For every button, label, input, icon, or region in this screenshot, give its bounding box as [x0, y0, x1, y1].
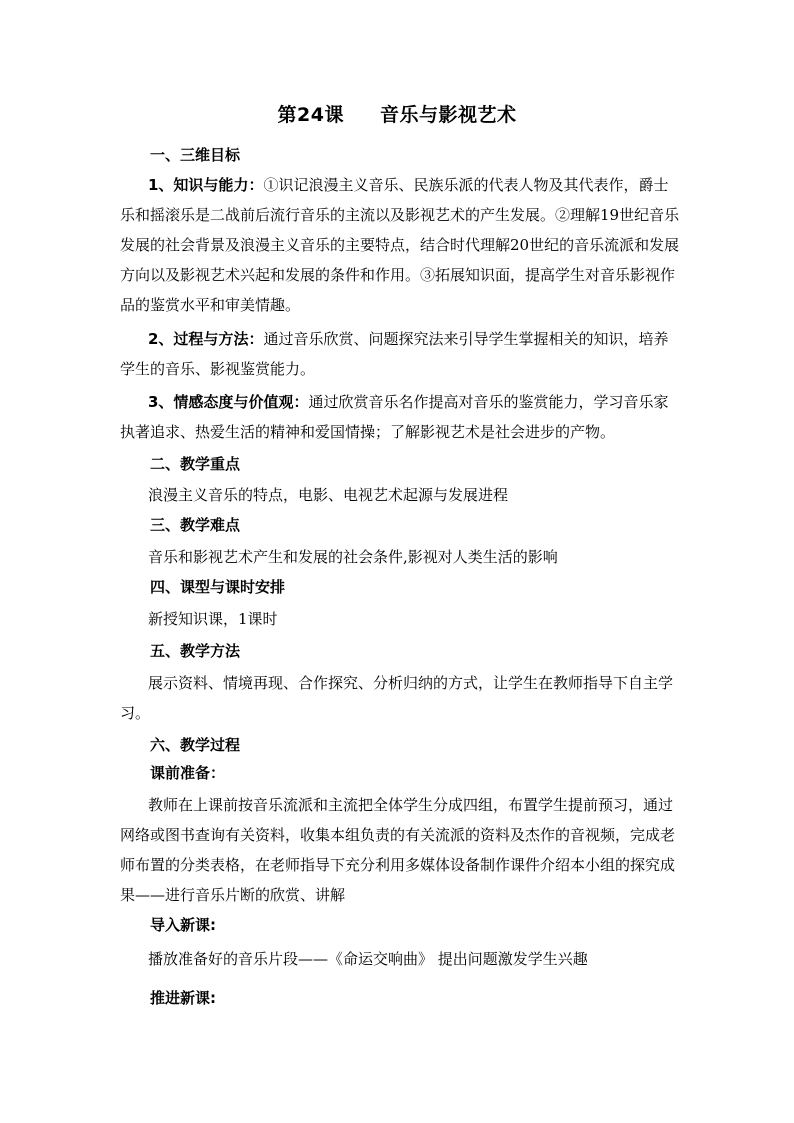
objective-knowledge-label: 1、知识与能力：: [148, 176, 264, 194]
advance-heading: 推进新课:: [150, 989, 216, 1007]
objective-attitude: [120, 387, 680, 447]
lesson-number: 第24课: [277, 104, 344, 126]
section-heading-process: 六、教学过程: [150, 736, 241, 754]
intro-heading: 导入新课:: [150, 916, 216, 934]
difficulties-text: 音乐和影视艺术产生和发展的社会条件,影视对人类生活的影响: [148, 548, 558, 566]
lesson-type-text: 新授知识课，1课时: [148, 610, 278, 628]
key-points-text: 浪漫主义音乐的特点，电影、电视艺术起源与发展进程: [148, 486, 509, 504]
section-heading-lesson-type: 四、课型与课时安排: [150, 578, 286, 596]
lesson-title: 音乐与影视艺术: [379, 104, 517, 126]
prep-heading: 课前准备：: [150, 764, 226, 782]
objective-knowledge: [120, 170, 680, 320]
page-title: [0, 100, 794, 127]
objective-process-text: 通过音乐欣赏、问题探究法来引导学生掌握相关的知识，培养学生的音乐、影视鉴赏能力。: [120, 330, 669, 378]
objective-process-label: 2、过程与方法：: [148, 330, 264, 348]
section-heading-objectives: 一、三维目标: [150, 146, 241, 164]
intro-text: 播放准备好的音乐片段——《命运交响曲》 提出问题激发学生兴趣: [148, 950, 588, 968]
objective-process: [120, 324, 680, 384]
objective-knowledge-text: ①识记浪漫主义音乐、民族乐派的代表人物及其代表作，爵士乐和摇滚乐是二战前后流行音乐的主流以及影视艺术的产生发展。②理解19世纪音乐发展的社会背景及浪漫主义音乐的主要特点，结合时代理解20世纪的音乐流派和发展方向以及影视艺术兴起和发展的条件和作用。③拓展知识面，提高学生对音乐影视作品的鉴赏水平和审美情趣。: [120, 176, 680, 314]
section-heading-methods: 五、教学方法: [150, 642, 241, 660]
objective-attitude-label: 3、情感态度与价值观：: [148, 393, 309, 411]
methods-text: 展示资料、情境再现、合作探究、分析归纳的方式，让学生在教师指导下自主学习。: [120, 674, 674, 722]
objective-attitude-text: 通过欣赏音乐名作提高对音乐的鉴赏能力，学习音乐家执著追求、热爱生活的精神和爱国情操；了解影视艺术是社会进步的产物。: [120, 393, 669, 441]
section-heading-key-points: 二、教学重点: [150, 455, 241, 473]
prep-text: 教师在上课前按音乐流派和主流把全体学生分成四组，布置学生提前预习，通过网络或图书查询有关资料，收集本组负责的有关流派的资料及杰作的音视频，完成老师布置的分类表格，在老师指导下充分利用多媒体设备制作课件介绍本小组的探究成果——进行音乐片断的欣赏、讲解: [120, 796, 676, 904]
section-heading-difficulties: 三、教学难点: [150, 516, 241, 534]
